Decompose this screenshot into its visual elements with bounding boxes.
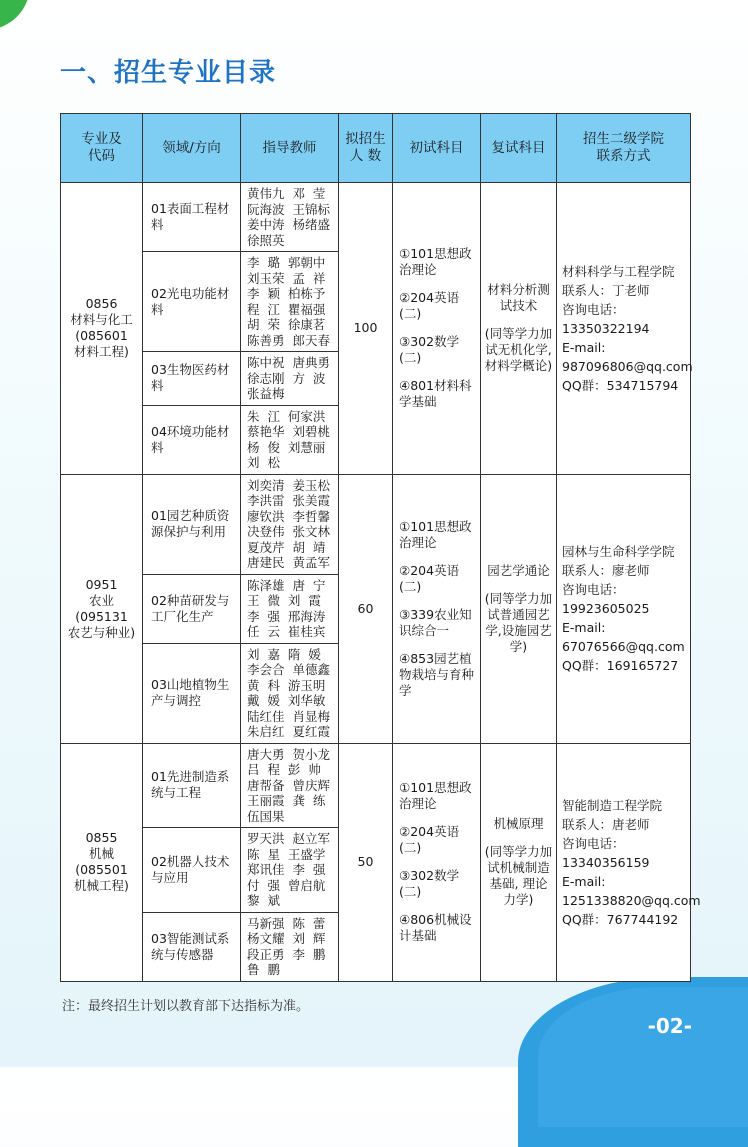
field-cell [143, 912, 241, 981]
tutor-line: 黎 斌 [247, 893, 280, 908]
tutor-line: 决登伟 张文林 [247, 524, 330, 539]
tutor-line: 杨 俊 刘慧丽 [247, 439, 326, 455]
admissions-table-wrap [60, 113, 701, 982]
contact-phone-label: 咨询电话： [562, 301, 625, 317]
retest-note: (同等学力加试普通园艺学,设施园艺学) [484, 590, 553, 654]
tutor-line: 黄伟九 邓 莹 [247, 186, 326, 201]
exam-subject: ①101思想政治理论 [399, 246, 472, 278]
major-cell [61, 474, 143, 743]
header-quota: 拟招生 人 数 [339, 114, 393, 183]
tutor-line: 段正勇 李 鹏 [247, 946, 326, 962]
spacer [484, 832, 553, 844]
contact-email: 1251338820@qq.com [562, 892, 701, 908]
tutor-line: 王 微 刘 霞 [247, 593, 321, 608]
tutor-line: 杨文耀 刘 辉 [247, 931, 326, 946]
table-header-row [61, 114, 691, 183]
quota-value: 100 [353, 320, 378, 336]
field-cell [143, 574, 241, 643]
header-contact: 招生二级学院 联系方式 [557, 114, 691, 183]
tutors-cell [241, 183, 339, 252]
initial-exam-cell [393, 474, 481, 743]
exam-subject: ②204英语(二) [399, 290, 460, 322]
retest-note: (同等学力加试机械制造基础, 理论力学) [484, 844, 553, 907]
major-sub-name: 机械工程) [74, 878, 129, 893]
exam-subject: ③302数学(二) [399, 334, 460, 366]
quota-value: 50 [357, 854, 374, 869]
tutor-line: 李 强 邢海涛 [247, 608, 326, 624]
contact-email-label: E-mail: [562, 620, 606, 635]
tutor-line: 徐照英 [247, 232, 285, 248]
tutor-line: 朱启红 夏红霞 [247, 724, 330, 739]
contact-college: 园林与生命科学学院 [562, 544, 675, 559]
exam-subject: ①101思想政治理论 [399, 518, 472, 550]
exam-subject: ②204英语(二) [399, 562, 460, 594]
tutor-line: 阮海波 王锦标 [247, 201, 330, 217]
exam-subject: ③339农业知识综合一 [399, 606, 472, 638]
tutor-line: 陈善勇 郎天春 [247, 332, 330, 348]
tutors-cell [241, 405, 339, 474]
spacer [399, 900, 477, 912]
tutor-line: 吕 程 彭 帅 [247, 762, 321, 777]
tutor-line: 任 云 崔桂宾 [247, 624, 326, 639]
major-cell [61, 743, 143, 981]
tutor-line: 陈泽雄 唐 宁 [247, 577, 326, 593]
tutors-cell [241, 912, 339, 981]
table-row [61, 183, 691, 252]
tutor-line: 廖钦洪 李哲馨 [247, 508, 330, 524]
contact-phone: 13350322194 [562, 320, 650, 336]
quota-cell [339, 743, 393, 981]
contact-phone-label: 咨询电话： [562, 582, 625, 597]
retest-title: 材料分析测试技术 [487, 282, 550, 314]
major-cell [61, 183, 143, 475]
tutor-line: 张益梅 [247, 386, 285, 401]
header-retest: 复试科目 [481, 114, 557, 183]
tutors-cell [241, 352, 339, 406]
tutor-line: 徐志刚 方 波 [247, 370, 326, 386]
contact-email-label: E-mail: [562, 339, 606, 355]
field-cell [143, 474, 241, 574]
retest-title: 园艺学通论 [487, 562, 550, 578]
tutor-line: 唐大勇 贺小龙 [247, 746, 330, 762]
exam-subject: ④853园艺植物栽培与育种学 [399, 650, 475, 698]
major-name: 材料与化工 [70, 312, 133, 328]
tutors-cell [241, 252, 339, 352]
tutor-line: 刘玉荣 孟 祥 [247, 270, 326, 286]
tutor-line: 唐建民 黄孟军 [247, 555, 330, 570]
field-name: 03智能测试系统与传感器 [151, 930, 230, 962]
field-name: 01表面工程材料 [151, 201, 230, 232]
tutor-line: 戴 媛 刘华敏 [247, 693, 326, 708]
contact-cell [557, 474, 691, 743]
initial-exam-cell [393, 183, 481, 475]
tutors-cell [241, 828, 339, 913]
retest-cell [481, 183, 557, 475]
field-cell [143, 643, 241, 743]
initial-exam-cell [393, 743, 481, 981]
table-row [61, 474, 691, 574]
retest-title: 机械原理 [493, 816, 544, 831]
contact-email-label: E-mail: [562, 873, 606, 889]
tutor-line: 蔡艳华 刘碧桃 [247, 424, 330, 439]
major-code: 0951 [85, 576, 118, 592]
contact-person: 联系人：廖老师 [562, 563, 650, 578]
contact-phone: 13340356159 [562, 854, 650, 870]
tutor-line: 陈 星 王盛学 [247, 846, 326, 862]
table-body [61, 183, 701, 982]
tutor-line: 黄 科 游玉明 [247, 677, 326, 693]
tutor-line: 胡 荣 徐康茗 [247, 317, 326, 332]
tutor-line: 罗天洪 赵立军 [247, 831, 330, 846]
header-field: 领域/方向 [143, 114, 241, 183]
field-cell [143, 743, 241, 828]
tutor-line: 李洪雷 张美霞 [247, 493, 330, 508]
field-name: 01先进制造系统与工程 [151, 769, 230, 801]
table-row [61, 743, 691, 828]
exam-subject: ④801材料科学基础 [399, 378, 472, 410]
major-name: 农业 [88, 592, 114, 608]
major-sub-name: 材料工程) [74, 344, 129, 360]
tutors-cell [241, 643, 339, 743]
spacer [399, 551, 477, 563]
retest-cell [481, 474, 557, 743]
contact-email: 987096806@qq.com [562, 358, 693, 374]
field-name: 02光电功能材料 [151, 285, 230, 317]
spacer [399, 366, 477, 378]
quota-cell [339, 183, 393, 475]
tutor-line: 付 强 曾启航 [247, 877, 326, 893]
tutor-line: 伍国果 [247, 808, 285, 824]
tutors-cell [241, 574, 339, 643]
tutor-line: 刘奕清 姜玉松 [247, 477, 330, 493]
exam-subject: ①101思想政治理论 [399, 780, 472, 811]
tutor-line: 朱 江 何家洪 [247, 408, 326, 424]
contact-person: 联系人：唐老师 [562, 816, 650, 832]
tutor-line: 鲁 鹏 [247, 962, 280, 977]
contact-cell [557, 183, 691, 475]
field-name: 02机器人技术与应用 [151, 853, 230, 885]
field-cell [143, 352, 241, 406]
tutor-line: 郑讯佳 李 强 [247, 862, 326, 877]
tutor-line: 唐帮备 曾庆辉 [247, 777, 330, 793]
contact-email: 67076566@qq.com [562, 639, 685, 654]
spacer [399, 812, 477, 824]
spacer [484, 314, 553, 326]
field-cell [143, 828, 241, 913]
contact-cell [557, 743, 701, 981]
tutor-line: 李会合 单德鑫 [247, 662, 330, 677]
tutor-line: 李 颖 柏栋予 [247, 286, 326, 301]
major-sub-code: (095131 [75, 608, 128, 624]
spacer [399, 322, 477, 334]
major-sub-code: (085501 [75, 862, 128, 877]
field-name: 04环境功能材料 [151, 423, 230, 455]
field-cell [143, 183, 241, 252]
exam-subject: ④806机械设计基础 [399, 912, 472, 943]
tutor-line: 夏茂芹 胡 靖 [247, 539, 326, 555]
exam-subject: ③302数学(二) [399, 868, 460, 899]
header-initial-exam: 初试科目 [393, 114, 481, 183]
quota-value: 60 [357, 600, 374, 616]
retest-cell [481, 743, 557, 981]
exam-subject: ②204英语(二) [399, 824, 460, 855]
quota-cell [339, 474, 393, 743]
contact-qq: QQ群：534715794 [562, 377, 679, 393]
field-name: 03生物医药材料 [151, 362, 230, 394]
field-cell [143, 405, 241, 474]
contact-college: 材料科学与工程学院 [562, 263, 675, 279]
contact-qq: QQ群：767744192 [562, 911, 679, 927]
spacer [484, 579, 553, 591]
tutors-cell [241, 474, 339, 574]
spacer [399, 639, 477, 651]
header-major: 专业及 代码 [61, 114, 143, 183]
major-sub-code: (085601 [75, 328, 128, 344]
corner-decoration-green [0, 0, 30, 30]
page-title: 一、招生专业目录 [60, 58, 277, 88]
field-name: 01园艺种质资源保护与利用 [151, 508, 230, 539]
field-name: 02种苗研发与工厂化生产 [151, 592, 230, 624]
contact-college: 智能制造工程学院 [562, 797, 663, 813]
field-name: 03山地植物生产与调控 [151, 677, 230, 708]
tutor-line: 陈中祝 唐典勇 [247, 355, 330, 370]
tutor-line: 姜中涛 杨绪盛 [247, 217, 330, 232]
field-cell [143, 252, 241, 352]
contact-phone-label: 咨询电话： [562, 835, 625, 851]
tutor-line: 马新强 陈 蕾 [247, 915, 326, 931]
tutor-line: 陆红佳 肖显梅 [247, 708, 330, 724]
contact-qq: QQ群：169165727 [562, 658, 679, 673]
tutor-line: 刘 松 [247, 455, 280, 470]
spacer [399, 856, 477, 868]
retest-note: (同等学力加试无机化学,材料学概论) [484, 326, 553, 374]
major-sub-name: 农艺与种业) [67, 624, 136, 640]
tutors-cell [241, 743, 339, 828]
tutor-line: 王丽霞 龚 练 [247, 793, 326, 808]
spacer [399, 278, 477, 290]
footnote: 注：最终招生计划以教育部下达指标为准。 [62, 999, 310, 1014]
spacer [399, 595, 477, 607]
major-code: 0856 [85, 296, 118, 312]
header-tutors: 指导教师 [241, 114, 339, 183]
tutor-line: 李 璐 郭朝中 [247, 255, 326, 270]
major-code: 0855 [85, 830, 118, 845]
major-name: 机械 [88, 846, 114, 861]
contact-phone: 19923605025 [562, 601, 650, 616]
tutor-line: 程 江 瞿福强 [247, 301, 326, 317]
admissions-table [60, 113, 701, 982]
tutor-line: 刘 嘉 隋 媛 [247, 646, 321, 662]
page-number: -02- [647, 1014, 692, 1038]
contact-person: 联系人：丁老师 [562, 282, 650, 298]
